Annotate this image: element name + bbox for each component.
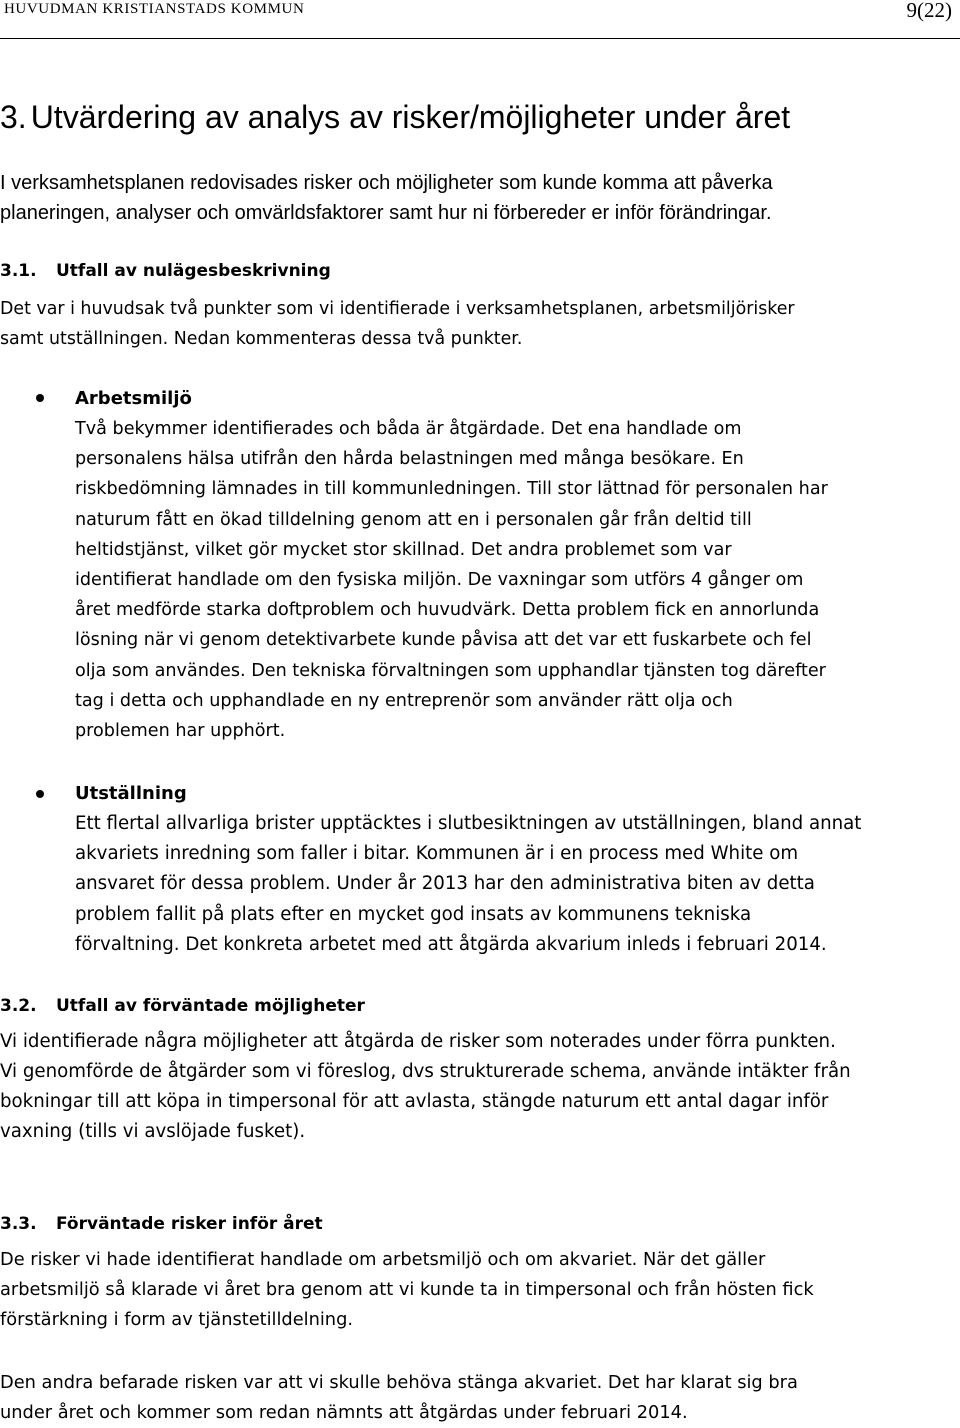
text-line: arbetsmiljö så klarade vi året bra genom att vi kunde ta in timpersonal och från hösten fick — [0, 1279, 814, 1300]
text-line: identifierat handlade om den fysiska miljön. De vaxningar som utförs 4 gånger om — [75, 570, 804, 591]
header-organization: HUVUDMAN KRISTIANSTADS KOMMUN — [4, 1, 305, 17]
section-3-number: 3. — [0, 99, 27, 135]
text-line: personalens hälsa utifrån den hårda belastningen med många besökare. En — [75, 449, 744, 470]
bullet-title: Utställning — [75, 783, 187, 804]
text-line: under året och kommer som redan nämnts att åtgärdas under februari 2014. — [0, 1402, 688, 1423]
bullet-item-arbetsmiljo — [75, 384, 828, 746]
section-3-1-number: 3.1. — [0, 261, 37, 281]
text-line: riskbedömning lämnades in till kommunledningen. Till stor lättnad för personalen har — [75, 479, 828, 500]
section-3-2-heading — [0, 993, 365, 1019]
text-line: Vi genomförde de åtgärder som vi föreslog, dvs strukturerade schema, använde intäkter från — [0, 1061, 851, 1082]
text-line: akvariets inredning som faller i bitar. Kommunen är i en process med White om — [75, 843, 799, 865]
text-line: bokningar till att köpa in timpersonal för att avlasta, stängde naturum ett antal dagar inför — [0, 1091, 829, 1112]
text-line: vaxning (tills vi avslöjade fusket). — [0, 1121, 306, 1142]
text-line: Det var i huvudsak två punkter som vi identifierade i verksamhetsplanen, arbetsmiljörisker — [0, 299, 795, 319]
text-line: förvaltning. Det konkreta arbetet med att åtgärda akvarium inleds i februari 2014. — [75, 933, 827, 955]
section-3-2-title: Utfall av förväntade möjligheter — [56, 996, 365, 1016]
text-line: samt utställningen. Nedan kommenteras dessa två punkter. — [0, 329, 523, 349]
text-line: lösning när vi genom detektivarbete kunde påvisa att det var ett fuskarbete och fel — [75, 630, 812, 651]
text-line: året medförde starka doftproblem och huvudvärk. Detta problem fick en annorlunda — [75, 600, 820, 621]
section-3-2-paragraph — [0, 1027, 851, 1147]
text-line: olja som användes. Den tekniska förvaltningen som upphandlar tjänsten tog därefter — [75, 660, 826, 681]
section-3-2-number: 3.2. — [0, 996, 37, 1016]
text-line: Den andra befarade risken var att vi skulle behöva stänga akvariet. Det har klarat sig bra — [0, 1372, 798, 1393]
bullet-icon — [36, 394, 44, 402]
text-line: I verksamhetsplanen redovisades risker och möjligheter som kunde komma att påverka — [0, 172, 773, 194]
text-line: De risker vi hade identifierat handlade om arbetsmiljö och om akvariet. När det gäller — [0, 1249, 766, 1270]
text-line: tag i detta och upphandlade en ny entreprenör som använder rätt olja och — [75, 690, 733, 711]
section-3-1-paragraph — [0, 294, 795, 354]
section-3-heading — [0, 97, 790, 137]
section-3-1-title: Utfall av nulägesbeskrivning — [56, 261, 331, 281]
text-line: Två bekymmer identifierades och båda är åtgärdade. Det ena handlade om — [75, 419, 742, 439]
page-header — [0, 0, 960, 22]
header-page-number: 9(22) — [906, 0, 952, 22]
bullet-body — [75, 414, 828, 746]
text-line: förstärkning i form av tjänstetilldelning. — [0, 1309, 354, 1330]
text-line: naturum fått en ökad tilldelning genom att en i personalen går från deltid till — [75, 509, 752, 530]
bullet-icon — [36, 790, 44, 798]
section-3-1-heading — [0, 258, 331, 284]
section-3-title: Utvärdering av analys av risker/möjligheter under året — [30, 99, 791, 135]
bullet-title: Arbetsmiljö — [75, 388, 192, 409]
text-line: problemen har upphört. — [75, 721, 286, 742]
section-3-3-paragraph-1 — [0, 1245, 814, 1335]
text-line: Ett flertal allvarliga brister upptäcktes i slutbesiktningen av utställningen, bland annat — [75, 813, 862, 834]
text-line: planeringen, analyser och omvärldsfaktorer samt hur ni förbereder er inför förändringar. — [0, 202, 772, 224]
section-3-3-number: 3.3. — [0, 1214, 37, 1234]
text-line: Vi identifierade några möjligheter att åtgärda de risker som noterades under förra punkten. — [0, 1031, 836, 1052]
section-3-3-heading — [0, 1211, 323, 1237]
text-line: heltidstjänst, vilket gör mycket stor skillnad. Det andra problemet som var — [75, 539, 732, 560]
text-line: ansvaret för dessa problem. Under år 2013 har den administrativa biten av detta — [75, 873, 815, 895]
section-3-3-title: Förväntade risker inför året — [56, 1214, 323, 1234]
bullet-item-utstallning — [75, 779, 861, 960]
bullet-body — [75, 809, 861, 960]
text-line: problem fallit på plats efter en mycket god insats av kommunens tekniska — [75, 903, 752, 925]
section-3-3-paragraph-2 — [0, 1368, 798, 1428]
header-divider — [0, 38, 960, 39]
section-3-intro — [0, 168, 773, 228]
